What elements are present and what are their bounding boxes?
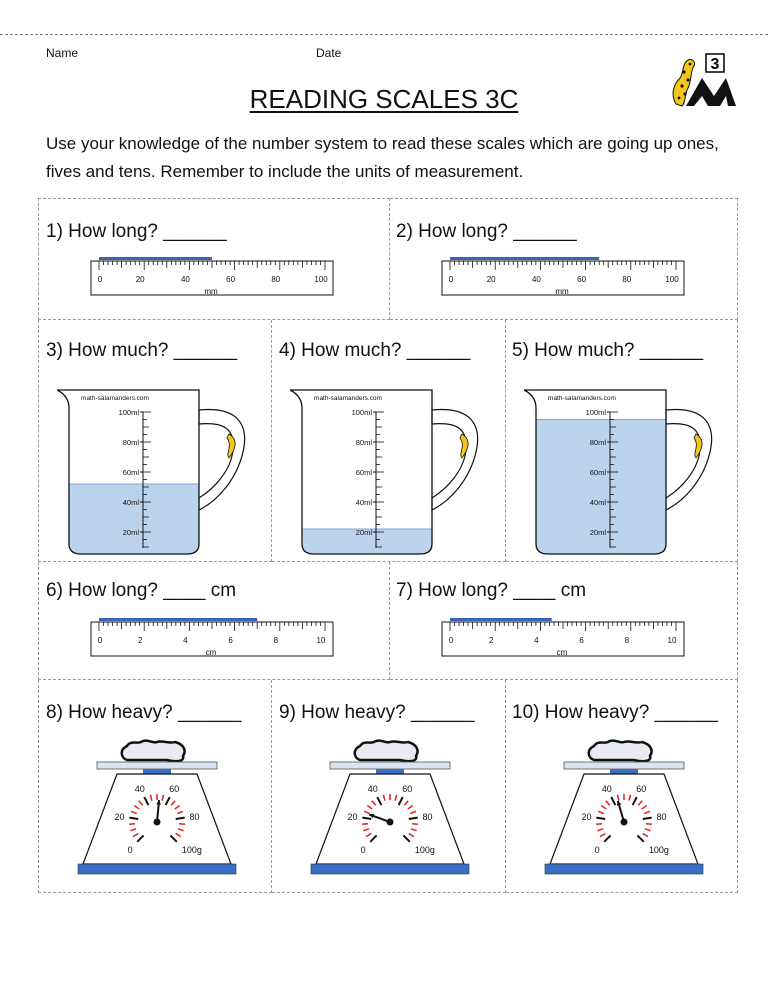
intro-text: Use your knowledge of the number system to read these scales which are going up ones, fives and tens. Remember to include the units of measurement.: [46, 134, 719, 181]
jug-scale-label: 100ml: [351, 408, 372, 417]
measured-object-bar: [99, 618, 257, 621]
scale-stem: [610, 769, 638, 774]
ruler-tick-label: 2: [137, 636, 143, 645]
cell-q5: [506, 320, 738, 562]
dial-label: 40: [367, 784, 378, 795]
cell-q9: [272, 680, 506, 893]
ruler-q1: [89, 255, 335, 297]
cell-q4: [272, 320, 506, 562]
weighing-scale-q10: [542, 736, 706, 884]
jug-scale-label: 40ml: [355, 498, 372, 507]
dial-center: [154, 819, 161, 826]
dial-label: 60: [402, 784, 413, 795]
ruler-tick-label: 100: [314, 275, 328, 284]
ruler-tick-label: 0: [448, 636, 454, 645]
ruler-tick-label: 0: [97, 636, 103, 645]
question-4-text: 4) How much? ______: [279, 340, 471, 361]
cell-q1: [38, 198, 390, 320]
scale-base: [311, 864, 469, 874]
ruler-tick-label: 80: [622, 275, 632, 284]
ruler-tick-label: 4: [183, 636, 188, 645]
ruler-tick-label: 40: [531, 275, 541, 284]
dial-label: 80: [656, 812, 667, 823]
jug-scale-label: 40ml: [122, 498, 139, 507]
ruler-q6: [89, 616, 335, 658]
weighed-object: [355, 741, 418, 762]
jug-handle: [432, 409, 478, 510]
jug-scale-label: 20ml: [122, 528, 139, 537]
ruler-tick-label: 8: [273, 636, 279, 645]
dial-center: [387, 819, 394, 826]
measured-object-bar: [450, 257, 599, 260]
jug-brand-text: math-salamanders.com: [548, 395, 616, 402]
weighed-object: [589, 741, 652, 762]
cell-q7: [390, 562, 738, 680]
ruler-tick-label: 6: [579, 636, 584, 645]
dial-tick: [129, 818, 138, 819]
question-1-text: 1) How long? ______: [46, 221, 227, 242]
dial-label: 60: [636, 784, 647, 795]
ruler-tick-label: 100: [665, 275, 679, 284]
salamander-logo-icon: [662, 50, 736, 108]
ruler-tick-label: 20: [486, 275, 496, 284]
jug-scale-label: 20ml: [589, 528, 606, 537]
ruler-tick-label: 20: [135, 275, 145, 284]
question-7-text: 7) How long? ____ cm: [396, 580, 587, 601]
date-label: Date: [316, 46, 342, 60]
dial-label: 20: [114, 812, 125, 823]
ruler-tick-label: 60: [226, 275, 236, 284]
scale-tray: [97, 762, 217, 769]
cell-q2: [390, 198, 738, 320]
ruler-unit-label: cm: [205, 648, 217, 657]
question-6-text: 6) How long? ____ cm: [46, 580, 237, 601]
jug-scale-label: 80ml: [589, 438, 606, 447]
ruler-tick-label: 40: [180, 275, 190, 284]
water-level: [57, 484, 201, 556]
scale-stem: [143, 769, 171, 774]
ruler-tick-label: 8: [624, 636, 630, 645]
ruler-unit-label: mm: [555, 287, 569, 296]
weighing-scale-q9: [308, 736, 472, 884]
dial-tick: [596, 818, 605, 819]
questions-grid: [38, 198, 738, 893]
dial-label: 100g: [648, 844, 669, 855]
dial-label: 80: [422, 812, 433, 823]
question-5-text: 5) How much? ______: [512, 340, 704, 361]
measured-object-bar: [99, 257, 212, 260]
scale-tray: [330, 762, 450, 769]
dial-tick: [409, 818, 418, 819]
ruler-tick-label: 10: [316, 636, 326, 645]
scale-tray: [564, 762, 684, 769]
jug-scale-label: 100ml: [585, 408, 606, 417]
ruler-tick-label: 80: [271, 275, 281, 284]
ruler-tick-label: 2: [488, 636, 494, 645]
dial-label: 40: [601, 784, 612, 795]
ruler-tick-label: 4: [534, 636, 539, 645]
jug-scale-label: 40ml: [589, 498, 606, 507]
dial-center: [621, 819, 628, 826]
measured-object-bar: [450, 618, 552, 621]
measuring-jug-q3: [57, 382, 257, 562]
measuring-jug-q5: [524, 382, 724, 562]
ruler-tick-label: 60: [577, 275, 587, 284]
ruler-tick-label: 0: [97, 275, 103, 284]
jug-handle: [666, 409, 712, 510]
dial-label: 40: [134, 784, 145, 795]
dial-label: 20: [347, 812, 358, 823]
jug-brand-text: math-salamanders.com: [81, 395, 149, 402]
ruler-tick-label: 0: [448, 275, 454, 284]
jug-brand-text: math-salamanders.com: [314, 395, 382, 402]
dial-label: 0: [127, 844, 133, 855]
name-label: Name: [46, 46, 79, 60]
dial-label: 60: [169, 784, 180, 795]
jug-scale-label: 60ml: [355, 468, 372, 477]
ruler-tick-label: 6: [228, 636, 233, 645]
ruler-q2: [440, 255, 686, 297]
cell-q8: [38, 680, 272, 893]
dial-label: 100g: [414, 844, 435, 855]
question-10-text: 10) How heavy? ______: [512, 702, 718, 723]
jug-scale-label: 80ml: [122, 438, 139, 447]
cell-q10: [506, 680, 738, 893]
jug-scale-label: 100ml: [118, 408, 139, 417]
cell-q6: [38, 562, 390, 680]
scale-stem: [376, 769, 404, 774]
top-dashed-line: [0, 34, 768, 35]
page-title: READING SCALES 3C: [249, 84, 519, 114]
question-3-text: 3) How much? ______: [46, 340, 238, 361]
logo-number: 3: [710, 56, 720, 73]
ruler-q7: [440, 616, 686, 658]
dial-label: 80: [189, 812, 200, 823]
weighed-object: [122, 741, 185, 762]
ruler-tick-label: 10: [667, 636, 677, 645]
dial-label: 20: [581, 812, 592, 823]
jug-scale-label: 60ml: [589, 468, 606, 477]
ruler-unit-label: mm: [204, 287, 218, 296]
measuring-jug-q4: [290, 382, 490, 562]
jug-scale-label: 20ml: [355, 528, 372, 537]
dial-label: 0: [594, 844, 600, 855]
dial-tick: [362, 818, 371, 819]
cell-q3: [38, 320, 272, 562]
question-2-text: 2) How long? ______: [396, 221, 577, 242]
scale-base: [78, 864, 236, 874]
jug-scale-label: 60ml: [122, 468, 139, 477]
dial-tick: [176, 818, 185, 819]
dial-label: 0: [360, 844, 366, 855]
question-9-text: 9) How heavy? ______: [279, 702, 475, 723]
weighing-scale-q8: [75, 736, 239, 884]
ruler-unit-label: cm: [556, 648, 568, 657]
dial-label: 100g: [181, 844, 202, 855]
scale-base: [545, 864, 703, 874]
dial-tick: [643, 818, 652, 819]
jug-handle: [199, 409, 245, 510]
jug-scale-label: 80ml: [355, 438, 372, 447]
question-8-text: 8) How heavy? ______: [46, 702, 242, 723]
